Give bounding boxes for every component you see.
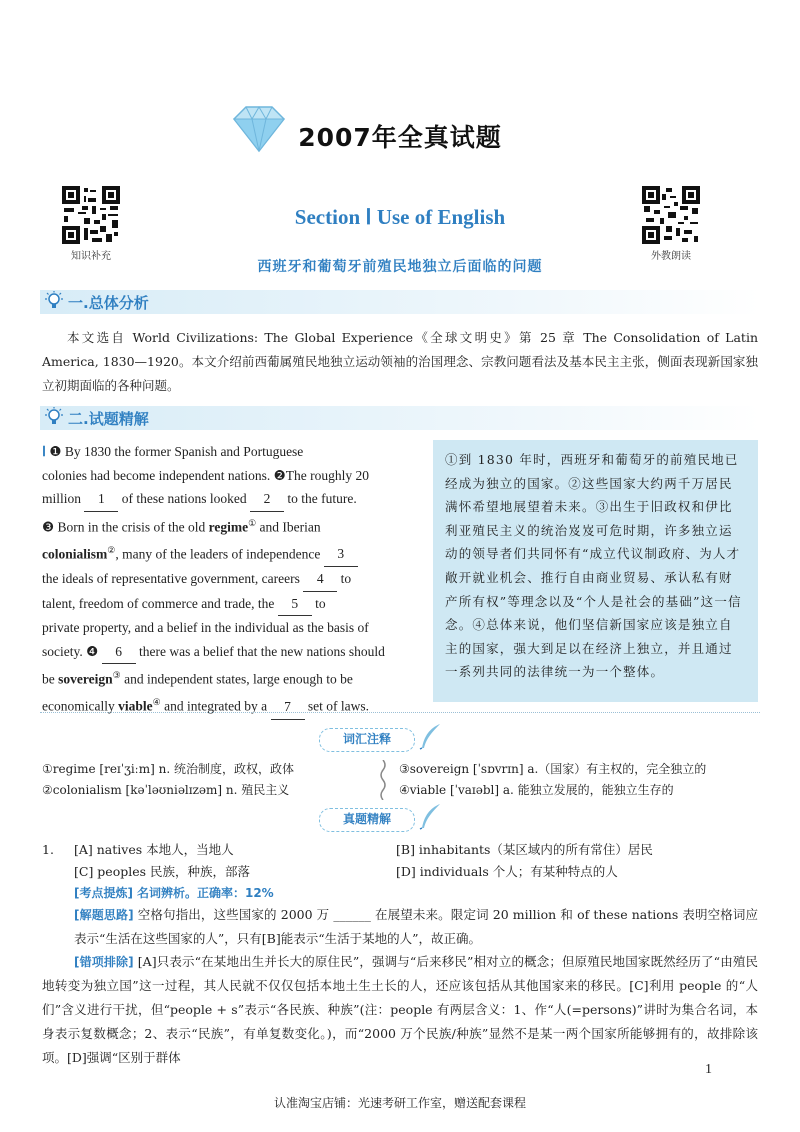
section-heading: Section Ⅰ Use of English	[294, 205, 506, 229]
passage-line: million	[42, 491, 82, 507]
passage-line: private property, and a belief in the individual as the basis of	[42, 620, 369, 636]
vocab-word-regime: regime	[208, 519, 249, 535]
footnote-marker: ④	[152, 697, 161, 708]
passage-line: be	[42, 671, 55, 687]
page-number: 1	[705, 1062, 712, 1077]
passage-line: to	[340, 570, 352, 586]
chain-divider-icon	[378, 760, 388, 800]
quill-pen-icon	[418, 802, 444, 830]
key-point-text: 名词辨析。正确率：12%	[136, 886, 274, 900]
footer-note: 认准淘宝店铺：光速考研工作室，赠送配套课程	[273, 1096, 526, 1110]
solution-text: 空格句指出，这些国家的 2000 万 ______ 在展望未来。限定词 20 million 和 of these nations 表明空格词应表示“生活在这些国家的人”，只有[B]能表示“生活于某地的人”，故正确。	[74, 907, 758, 946]
passage-line: , many of the leaders of independence	[115, 546, 321, 562]
page-title: 2007年全真试题	[298, 123, 502, 152]
passage-line: colonies had become independent nations. ❷The roughly 20	[42, 467, 370, 483]
key-point-tag: [考点提炼]	[74, 886, 133, 900]
part2-heading-bar	[40, 406, 760, 430]
qr-left-label: 知识补充	[71, 251, 111, 262]
vocab-notes-pill: 词汇注释	[319, 728, 415, 752]
passage-line: of these nations looked	[121, 491, 247, 507]
footnote-marker: ①	[248, 517, 257, 528]
option-a[interactable]: [A] natives 本地人，当地人	[74, 842, 234, 857]
distractor-analysis	[42, 950, 758, 1070]
passage-line: and independent states, large enough to be	[124, 671, 353, 687]
blank-1[interactable]: 1	[84, 487, 118, 512]
passage-line: to the future.	[287, 491, 357, 507]
passage-line: to	[315, 595, 326, 611]
blank-4[interactable]: 4	[303, 567, 337, 592]
vocab-item-3: ③sovereign [ˈsɒvrɪn] a.（国家）有主权的，完全独立的	[399, 762, 707, 776]
passage-line: talent, freedom of commerce and trade, the	[42, 595, 275, 611]
option-c[interactable]: [C] peoples 民族，种族，部落	[74, 864, 251, 879]
vocab-item-4: ④viable [ˈvaɪəbl] a. 能独立发展的，能独立生存的	[399, 783, 674, 797]
passage-line: set of laws.	[307, 698, 370, 714]
blank-6[interactable]: 6	[102, 640, 136, 665]
vocab-item-2: ②colonialism [kəˈləʊniəlɪzəm] n. 殖民主义	[42, 783, 290, 797]
translation-text: ①到 1830 年时，西班牙和葡萄牙的前殖民地已经成为独立的国家。②这些国家大约两千万居民满怀希望地展望着未来。③出生于旧政权和伊比利亚殖民主义的统治岌岌可危时期，许多独立运动的领导者们共同怀有“成立代议制政府、为人才敞开就业机会、推行自由商业贸易、承认私有财产所有权”等理念以及“个人是社会的基础”这一信念。④总体来说，他们坚信新国家应该是独立自主的国家，强大到足以在经济上独立，并且通过一系列共同的法律统一为一个整体。	[445, 452, 742, 680]
lightbulb-icon	[44, 407, 64, 427]
blank-5[interactable]: 5	[278, 592, 312, 617]
option-b[interactable]: [B] inhabitants（某区域内的所有常住）居民	[396, 842, 653, 857]
passage-text	[42, 440, 422, 720]
distractor-text: [A]只表示“在某地出生并长大的原住民”，强调与“后来移民”相对立的概念；但原殖民地国家既然经历了“由殖民地转变为独立国”这一过程，其人民就不仅仅包括本地土生土长的人，还应该包括从其他国家来的移民。[C]利用 people 的“人们”含义进行干扰，但“people + s”表示“各民族、种族”(注：people 有两层含义：1、作“人(=persons)”讲时为集合名词，本身表示复数概念；2、表示“民族”，有单复数变化。)，而“2000 万个民族/种族”显然不是某一两个国家所能够拥有的，故排除该项。[D]强调“区别于群体	[42, 954, 758, 1065]
footnote-marker: ②	[107, 544, 116, 555]
blank-3[interactable]: 3	[324, 542, 358, 567]
vocab-item-1: ①regime [reɪˈʒiːm] n. 统治制度，政权，政体	[42, 762, 294, 776]
solution-approach	[74, 903, 758, 951]
overview-paragraph: 本文选自 World Civilizations: The Global Experience《全球文明史》第 25 章 The Consolidation of Latin America, 1830—1920。本文介绍前西葡属殖民地独立运动领袖的治国理念、宗教问题看法及基本民主主张，侧面表现新国家独立初期面临的各种问题。	[42, 330, 758, 393]
footnote-marker: ③	[112, 670, 121, 681]
part2-heading: 二.试题精解	[68, 410, 149, 428]
distractor-tag: [错项排除]	[74, 955, 134, 969]
quill-pen-icon	[418, 722, 444, 750]
passage-line: the ideals of representative government, careers	[42, 570, 300, 586]
blank-2[interactable]: 2	[250, 487, 284, 512]
passage-line: and Iberian	[259, 519, 321, 535]
solution-tag: [解题思路]	[74, 908, 134, 922]
passage-line: economically	[42, 698, 115, 714]
passage-line: and integrated by a	[164, 698, 268, 714]
blank-7[interactable]: 7	[271, 695, 305, 720]
paragraph-roman: Ⅰ	[42, 444, 46, 459]
passage-line: society. ❹	[42, 643, 99, 659]
translation-box	[433, 440, 758, 702]
option-d[interactable]: [D] individuals 个人；有某种特点的人	[396, 864, 618, 879]
divider	[40, 712, 760, 713]
part1-heading-bar	[40, 290, 760, 314]
vocab-word-sovereign: sovereign	[58, 671, 113, 687]
key-point-line	[74, 881, 274, 905]
lightbulb-icon	[44, 291, 64, 311]
passage-line: there was a belief that the new nations should	[138, 643, 385, 659]
passage-line: ❸ Born in the crisis of the old	[42, 519, 206, 535]
qr-right-label: 外教朗读	[651, 251, 691, 262]
passage-line: ❶ By 1830 the former Spanish and Portuguese	[49, 444, 304, 459]
answer-analysis-pill: 真题精解	[319, 808, 415, 832]
passage-subtitle: 西班牙和葡萄牙前殖民地独立后面临的问题	[257, 259, 543, 275]
question-number: 1.	[42, 842, 54, 857]
vocab-word-viable: viable	[118, 698, 153, 714]
vocab-word-colonialism: colonialism	[42, 546, 108, 562]
part1-heading: 一.总体分析	[68, 294, 149, 312]
